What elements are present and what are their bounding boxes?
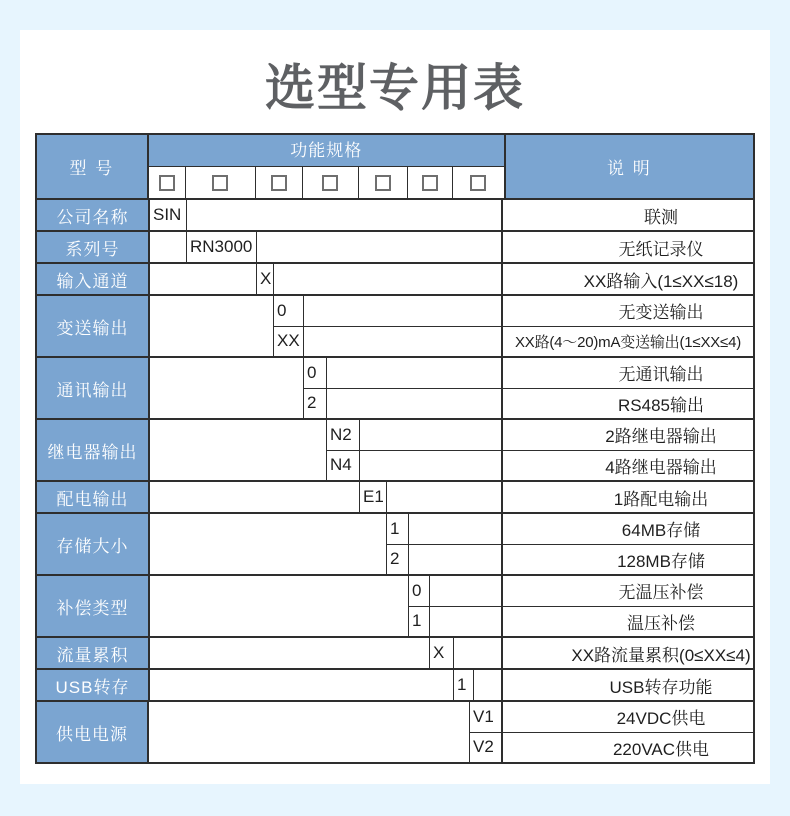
checkbox-cell [256,167,303,198]
description-cell: 220VAC供电 [501,733,753,763]
code-cell: E1 [360,482,387,512]
option-row [409,606,753,637]
filler-cell [327,389,501,419]
spacer-cell [150,420,327,480]
filler-cell [327,358,501,388]
spacer-cell [150,576,409,636]
group-label: 公司名称 [37,200,150,230]
group-relay-output [37,420,753,482]
group-label: 输入通道 [37,264,150,294]
code-cell: X [430,638,454,668]
code-cell: 1 [454,670,474,700]
group-communication-output [37,358,753,420]
group-storage-size [37,514,753,576]
checkbox-icon [375,175,391,191]
code-cell: 0 [409,576,430,606]
option-row [387,544,753,575]
checkbox-cell [303,167,359,198]
description-cell: 无变送输出 [501,296,753,326]
group-company-name [37,200,753,232]
code-cell: 0 [274,296,304,326]
option-row [454,670,753,700]
spacer-cell [150,264,257,294]
option-row [304,358,753,388]
group-flow-accumulation [37,638,753,670]
checkbox-cell [453,167,504,198]
description-cell: 2路继电器输出 [501,420,753,450]
group-label: 系列号 [37,232,150,262]
group-power-supply [37,702,753,762]
option-row [274,296,753,326]
checkbox-icon [322,175,338,191]
group-label: 补偿类型 [37,576,150,636]
description-cell: XX路流量累积(0≤XX≤4) [501,638,753,668]
group-label: 配电输出 [37,482,150,512]
group-usb-transfer [37,670,753,702]
header-function-spec-column [149,135,504,198]
checkbox-icon [470,175,486,191]
code-cell: 0 [304,358,327,388]
group-label: 存储大小 [37,514,150,574]
checkbox-icon [271,175,287,191]
filler-cell [360,451,501,481]
option-row [327,420,753,450]
filler-cell [304,296,501,326]
description-cell: USB转存功能 [501,670,753,700]
option-row [387,514,753,544]
checkbox-row [149,167,504,198]
description-cell: 无温压补偿 [501,576,753,606]
description-cell: 64MB存储 [501,514,753,544]
code-cell: SIN [150,200,187,230]
description-cell: 联测 [501,200,753,230]
group-series-number [37,232,753,264]
filler-cell [360,420,501,450]
checkbox-icon [212,175,228,191]
checkbox-cell [359,167,408,198]
option-row [257,264,753,294]
description-cell: 无纸记录仪 [501,232,753,262]
checkbox-icon [422,175,438,191]
filler-cell [409,545,501,575]
option-row [470,732,753,763]
header-description-label: 说 明 [504,135,753,198]
description-cell: 温压补偿 [501,607,753,637]
spacer-cell [150,638,430,668]
selection-table [35,133,755,764]
page-title: 选型专用表 [265,60,525,116]
filler-cell [274,264,501,294]
filler-cell [257,232,501,262]
spacer-cell [150,358,304,418]
filler-cell [474,670,501,700]
filler-cell [409,514,501,544]
spacer-cell [150,232,187,262]
header-model-label: 型 号 [37,135,149,198]
code-cell: V2 [473,737,494,757]
spacer-cell [150,670,454,700]
group-compensation-type [37,576,753,638]
option-row [360,482,753,512]
option-row [409,576,753,606]
group-label: USB转存 [37,670,150,700]
table-header [37,135,753,200]
checkbox-cell [408,167,453,198]
option-row [304,388,753,419]
header-function-spec-label: 功能规格 [149,135,504,167]
spacer-cell [149,702,470,762]
group-label: 流量累积 [37,638,150,668]
code-cell: N2 [327,420,360,450]
filler-cell [387,482,501,512]
option-row [274,326,753,357]
group-transmit-output [37,296,753,358]
spacer-cell [150,514,387,574]
code-cell: 2 [304,389,327,419]
content-card [20,30,770,784]
option-row [430,638,753,668]
spacer-cell [150,296,274,356]
group-power-distribution-output [37,482,753,514]
description-cell: XX路(4～20)mA变送输出(1≤XX≤4) [501,327,753,357]
option-row [187,232,753,262]
description-cell: 24VDC供电 [501,702,753,732]
description-cell: 128MB存储 [501,545,753,575]
group-label: 通讯输出 [37,358,150,418]
filler-cell [454,638,501,668]
code-cell: 1 [387,514,409,544]
option-row [150,200,753,230]
group-label: 变送输出 [37,296,150,356]
code-cell: V1 [473,706,494,726]
description-cell: RS485输出 [501,389,753,419]
code-cell: N4 [327,451,360,481]
code-cell: 2 [387,545,409,575]
filler-cell [304,327,501,357]
group-label: 供电电源 [37,702,149,762]
description-cell: 4路继电器输出 [501,451,753,481]
filler-cell [187,200,501,230]
description-cell: 1路配电输出 [501,482,753,512]
checkbox-cell [186,167,256,198]
group-label: 继电器输出 [37,420,150,480]
code-cell: XX [274,327,304,357]
code-cell: 1 [409,607,430,637]
group-input-channels [37,264,753,296]
description-cell: 无通讯输出 [501,358,753,388]
description-cell: XX路输入(1≤XX≤18) [501,264,753,294]
filler-cell [430,607,501,637]
option-row [470,702,753,732]
spacer-cell [150,482,360,512]
code-cell: RN3000 [187,232,257,262]
code-cell: X [257,264,274,294]
option-row [327,450,753,481]
checkbox-icon [159,175,175,191]
filler-cell [430,576,501,606]
checkbox-cell [149,167,186,198]
